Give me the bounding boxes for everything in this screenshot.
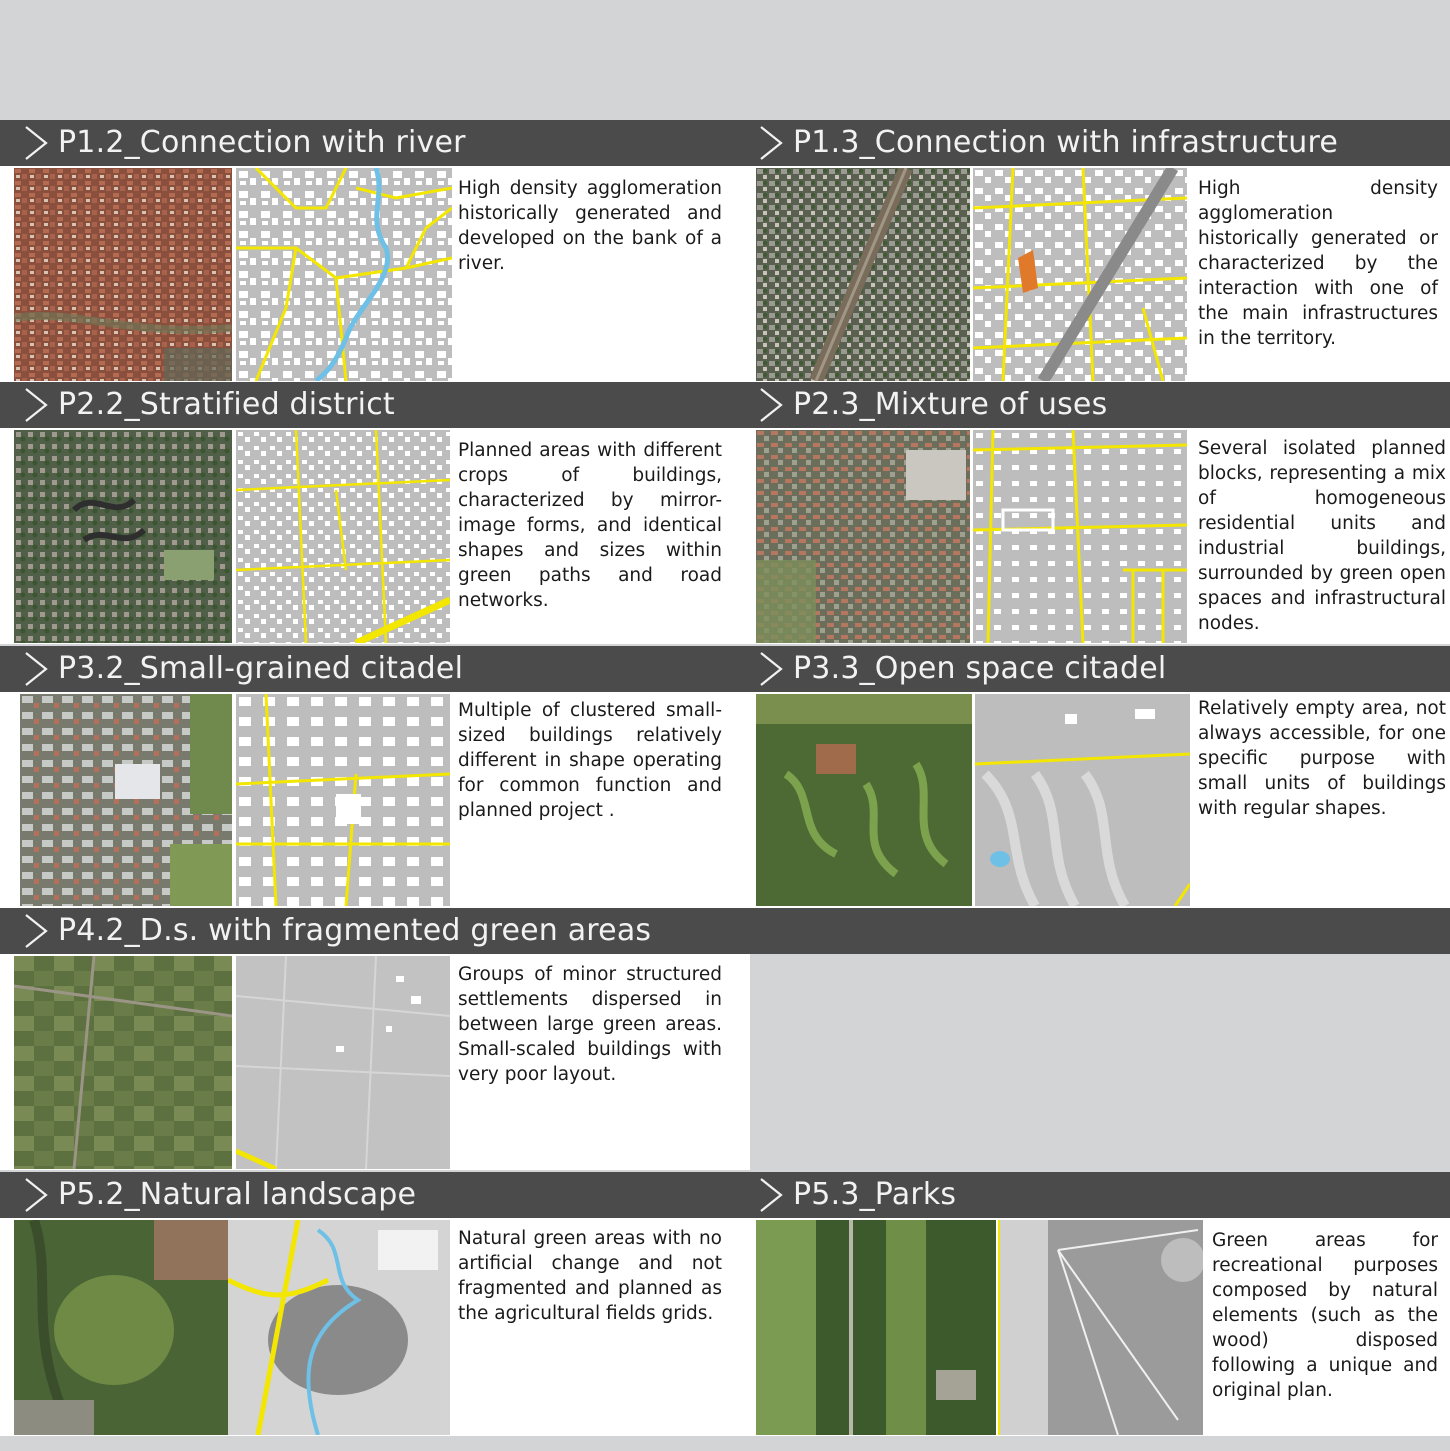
- section-description: Multiple of clustered small-sized buildings relatively different in shape operating for common function and planned project .: [458, 700, 722, 821]
- section-description: Groups of minor structured settlements dispersed in between large green areas. Small-scaled buildings with very poor layout.: [458, 964, 722, 1085]
- chevron-right-icon: [22, 123, 52, 163]
- section-header-p4-2: [0, 908, 1450, 954]
- section-header-p3-3: [749, 646, 1450, 692]
- map-diagram-p1-3: [973, 168, 1187, 381]
- aerial-photo-p2-2: [14, 430, 232, 643]
- map-diagram-p5-3: [998, 1220, 1203, 1435]
- section-header-p3-2: [0, 646, 749, 692]
- section-description: Planned areas with different crops of buildings, characterized by mirror-image forms, and identical shapes and sizes within green paths and road networks.: [458, 440, 722, 611]
- section-title: P2.3_Mixture of uses: [793, 387, 1108, 422]
- aerial-photo-p5-3: [756, 1220, 996, 1435]
- section-header-p2-2: [0, 382, 749, 428]
- chevron-right-icon: [22, 1175, 52, 1215]
- aerial-photo-p4-2: [14, 956, 232, 1169]
- section-description: Several isolated planned blocks, representing a mix of homogeneous residential units and industrial buildings, surrounded by green open spaces and infrastructural nodes.: [1198, 438, 1446, 634]
- map-diagram-p2-2: [236, 430, 450, 643]
- aerial-photo-p1-2: [14, 168, 232, 381]
- section-title: P4.2_D.s. with fragmented green areas: [58, 913, 652, 948]
- map-diagram-p5-2: [228, 1220, 450, 1435]
- map-diagram-p3-3: [975, 694, 1190, 906]
- section-title: P3.3_Open space citadel: [793, 651, 1167, 686]
- aerial-photo-p5-2: [14, 1220, 228, 1435]
- map-diagram-p4-2: [236, 956, 450, 1169]
- section-title: P1.2_Connection with river: [58, 125, 466, 160]
- chevron-right-icon: [757, 1175, 787, 1215]
- chevron-right-icon: [22, 649, 52, 689]
- section-title: P5.2_Natural landscape: [58, 1177, 417, 1212]
- section-header-p1-2: [0, 120, 749, 166]
- aerial-photo-p3-2: [20, 694, 232, 906]
- section-description: Natural green areas with no artificial change and not fragmented and planned as the agricultural fields grids.: [458, 1228, 722, 1324]
- section-title: P1.3_Connection with infrastructure: [793, 125, 1339, 160]
- section-description: High density agglomeration historically generated or characterized by the interaction with one of the main infrastructures in the territory.: [1198, 178, 1438, 349]
- section-header-p1-3: [749, 120, 1450, 166]
- section-title: P3.2_Small-grained citadel: [58, 651, 464, 686]
- section-description: High density agglomeration historically generated and developed on the bank of a river.: [458, 178, 722, 274]
- map-diagram-p3-2: [236, 694, 450, 906]
- section-description: Green areas for recreational purposes composed by natural elements (such as the wood) disposed following a unique and original plan.: [1212, 1230, 1438, 1401]
- section-header-p5-2: [0, 1172, 749, 1218]
- bottom-margin-band: [0, 1436, 1450, 1451]
- section-title: P5.3_Parks: [793, 1177, 957, 1212]
- aerial-photo-p1-3: [756, 168, 970, 381]
- top-margin-band: [0, 0, 1450, 120]
- aerial-photo-p2-3: [756, 430, 970, 643]
- section-description: Relatively empty area, not always accessible, for one specific purpose with small units of buildings with regular shapes.: [1198, 698, 1446, 819]
- map-diagram-p1-2: [236, 168, 452, 381]
- chevron-right-icon: [22, 911, 52, 951]
- section-header-p5-3: [749, 1172, 1450, 1218]
- section-title: P2.2_Stratified district: [58, 387, 395, 422]
- chevron-right-icon: [757, 385, 787, 425]
- aerial-photo-p3-3: [756, 694, 972, 906]
- section-header-p2-3: [749, 382, 1450, 428]
- map-diagram-p2-3: [973, 430, 1187, 643]
- chevron-right-icon: [757, 649, 787, 689]
- chevron-right-icon: [22, 385, 52, 425]
- chevron-right-icon: [757, 123, 787, 163]
